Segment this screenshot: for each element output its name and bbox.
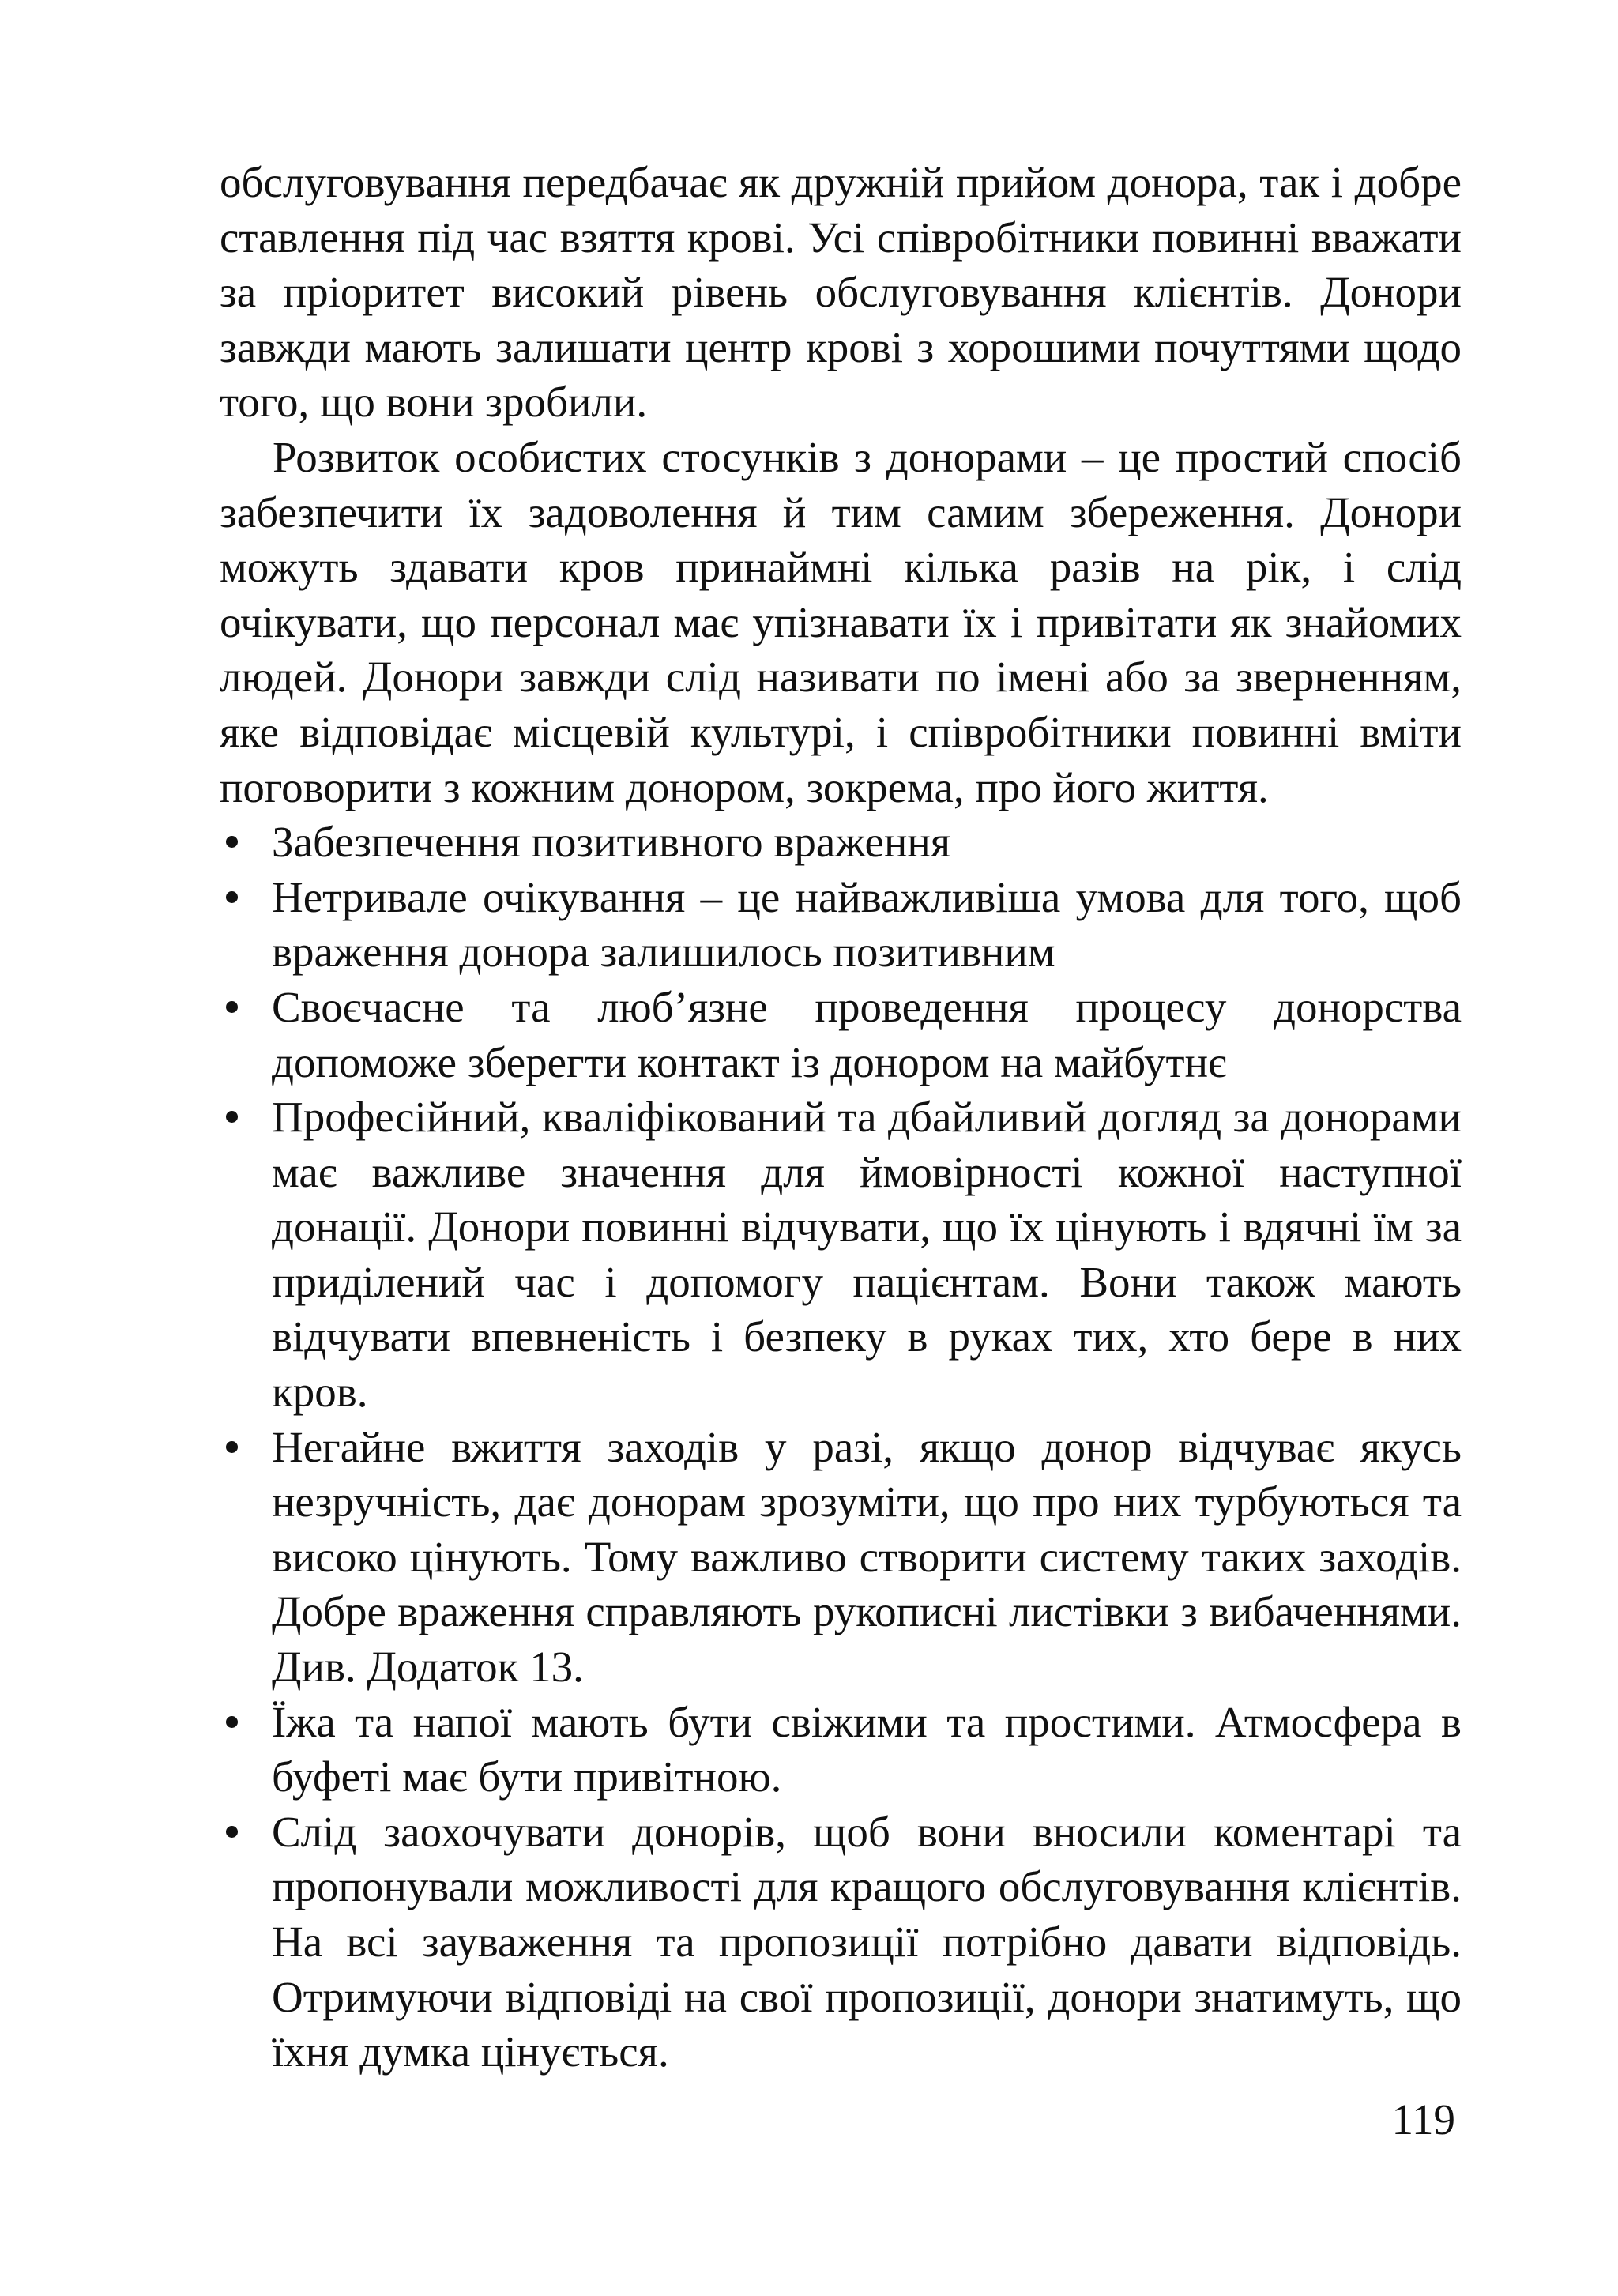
list-item-text: Професійний, кваліфікований та дбайливий догляд за донорами має важливе значення для ймовірності кожної наступної донації. Донори повинні відчувати, що їх цінують і вдячні їм за приділений час і допомогу пацієнтам. Вони також мають відчувати впевненість і безпеку в руках тих, хто бере в них кров. <box>272 1093 1462 1417</box>
list-item <box>220 870 1462 980</box>
bullet-dot-icon <box>226 1716 238 1728</box>
bullet-dot-icon <box>226 836 238 848</box>
bullet-dot-icon <box>226 1441 238 1453</box>
list-item-text: Забезпечення позитивного враження <box>272 818 951 867</box>
list-item-text: Негайне вжиття заходів у разі, якщо донор відчуває якусь незручність, дає донорам зрозуміти, що про них турбуються та високо цінують. Тому важливо створити систему таких заходів. Добре враження справляють рукописні листівки з вибаченнями. Див. Додаток 13. <box>272 1422 1462 1692</box>
bullet-dot-icon <box>226 1111 238 1123</box>
bullet-dot-icon <box>226 891 238 903</box>
list-item-text: Їжа та напої мають бути свіжими та простими. Атмосфера в буфеті має бути привітною. <box>272 1697 1462 1801</box>
list-item <box>220 815 1462 870</box>
list-item <box>220 1805 1462 2080</box>
page-number: 119 <box>1391 2095 1455 2144</box>
list-item-text: Своєчасне та люб’язне проведення процесу донорства допоможе зберегти контакт із донором на майбутнє <box>272 982 1462 1086</box>
page-text <box>220 155 1462 2080</box>
bullet-dot-icon <box>226 1001 238 1013</box>
list-item-text: Слід заохочувати донорів, щоб вони вносили коментарі та пропонували можливості для кращого обслуговування клієнтів. На всі зауваження та пропозиції потрібно давати відповідь. Отримуючи відповіді на свої пропозиції, донори знатимуть, що їхня думка цінується. <box>272 1807 1462 2076</box>
bullet-dot-icon <box>226 1826 238 1838</box>
list-item-text: Нетривале очікування – це найважливіша умова для того, щоб враження донора залишилось позитивним <box>272 872 1462 977</box>
bullet-list <box>220 815 1462 2080</box>
list-item <box>220 1420 1462 1695</box>
list-item <box>220 1090 1462 1420</box>
list-item <box>220 1695 1462 1805</box>
list-item <box>220 980 1462 1090</box>
paragraph-continuation: обслуговування передбачає як дружній прийом донора, так і добре ставлення під час взяття крові. Усі співробітники повинні вважати за пріоритет високий рівень обслуговування клієнтів. Донори завжди мають залишати центр крові з хорошими почуттями щодо того, що вони зробили. <box>220 158 1462 427</box>
paragraph-relationships: Розвиток особистих стосунків з донорами – це простий спосіб забезпечити їх задоволення й тим самим збереження. Донори можуть здавати кров принаймні кілька разів на рік, і слід очікувати, що персонал має упізнавати їх і привітати як знайомих людей. Донори завжди слід називати по імені або за зверненням, яке відповідає місцевій культурі, і співробітники повинні вміти поговорити з кожним донором, зокрема, про його життя. <box>220 432 1462 811</box>
